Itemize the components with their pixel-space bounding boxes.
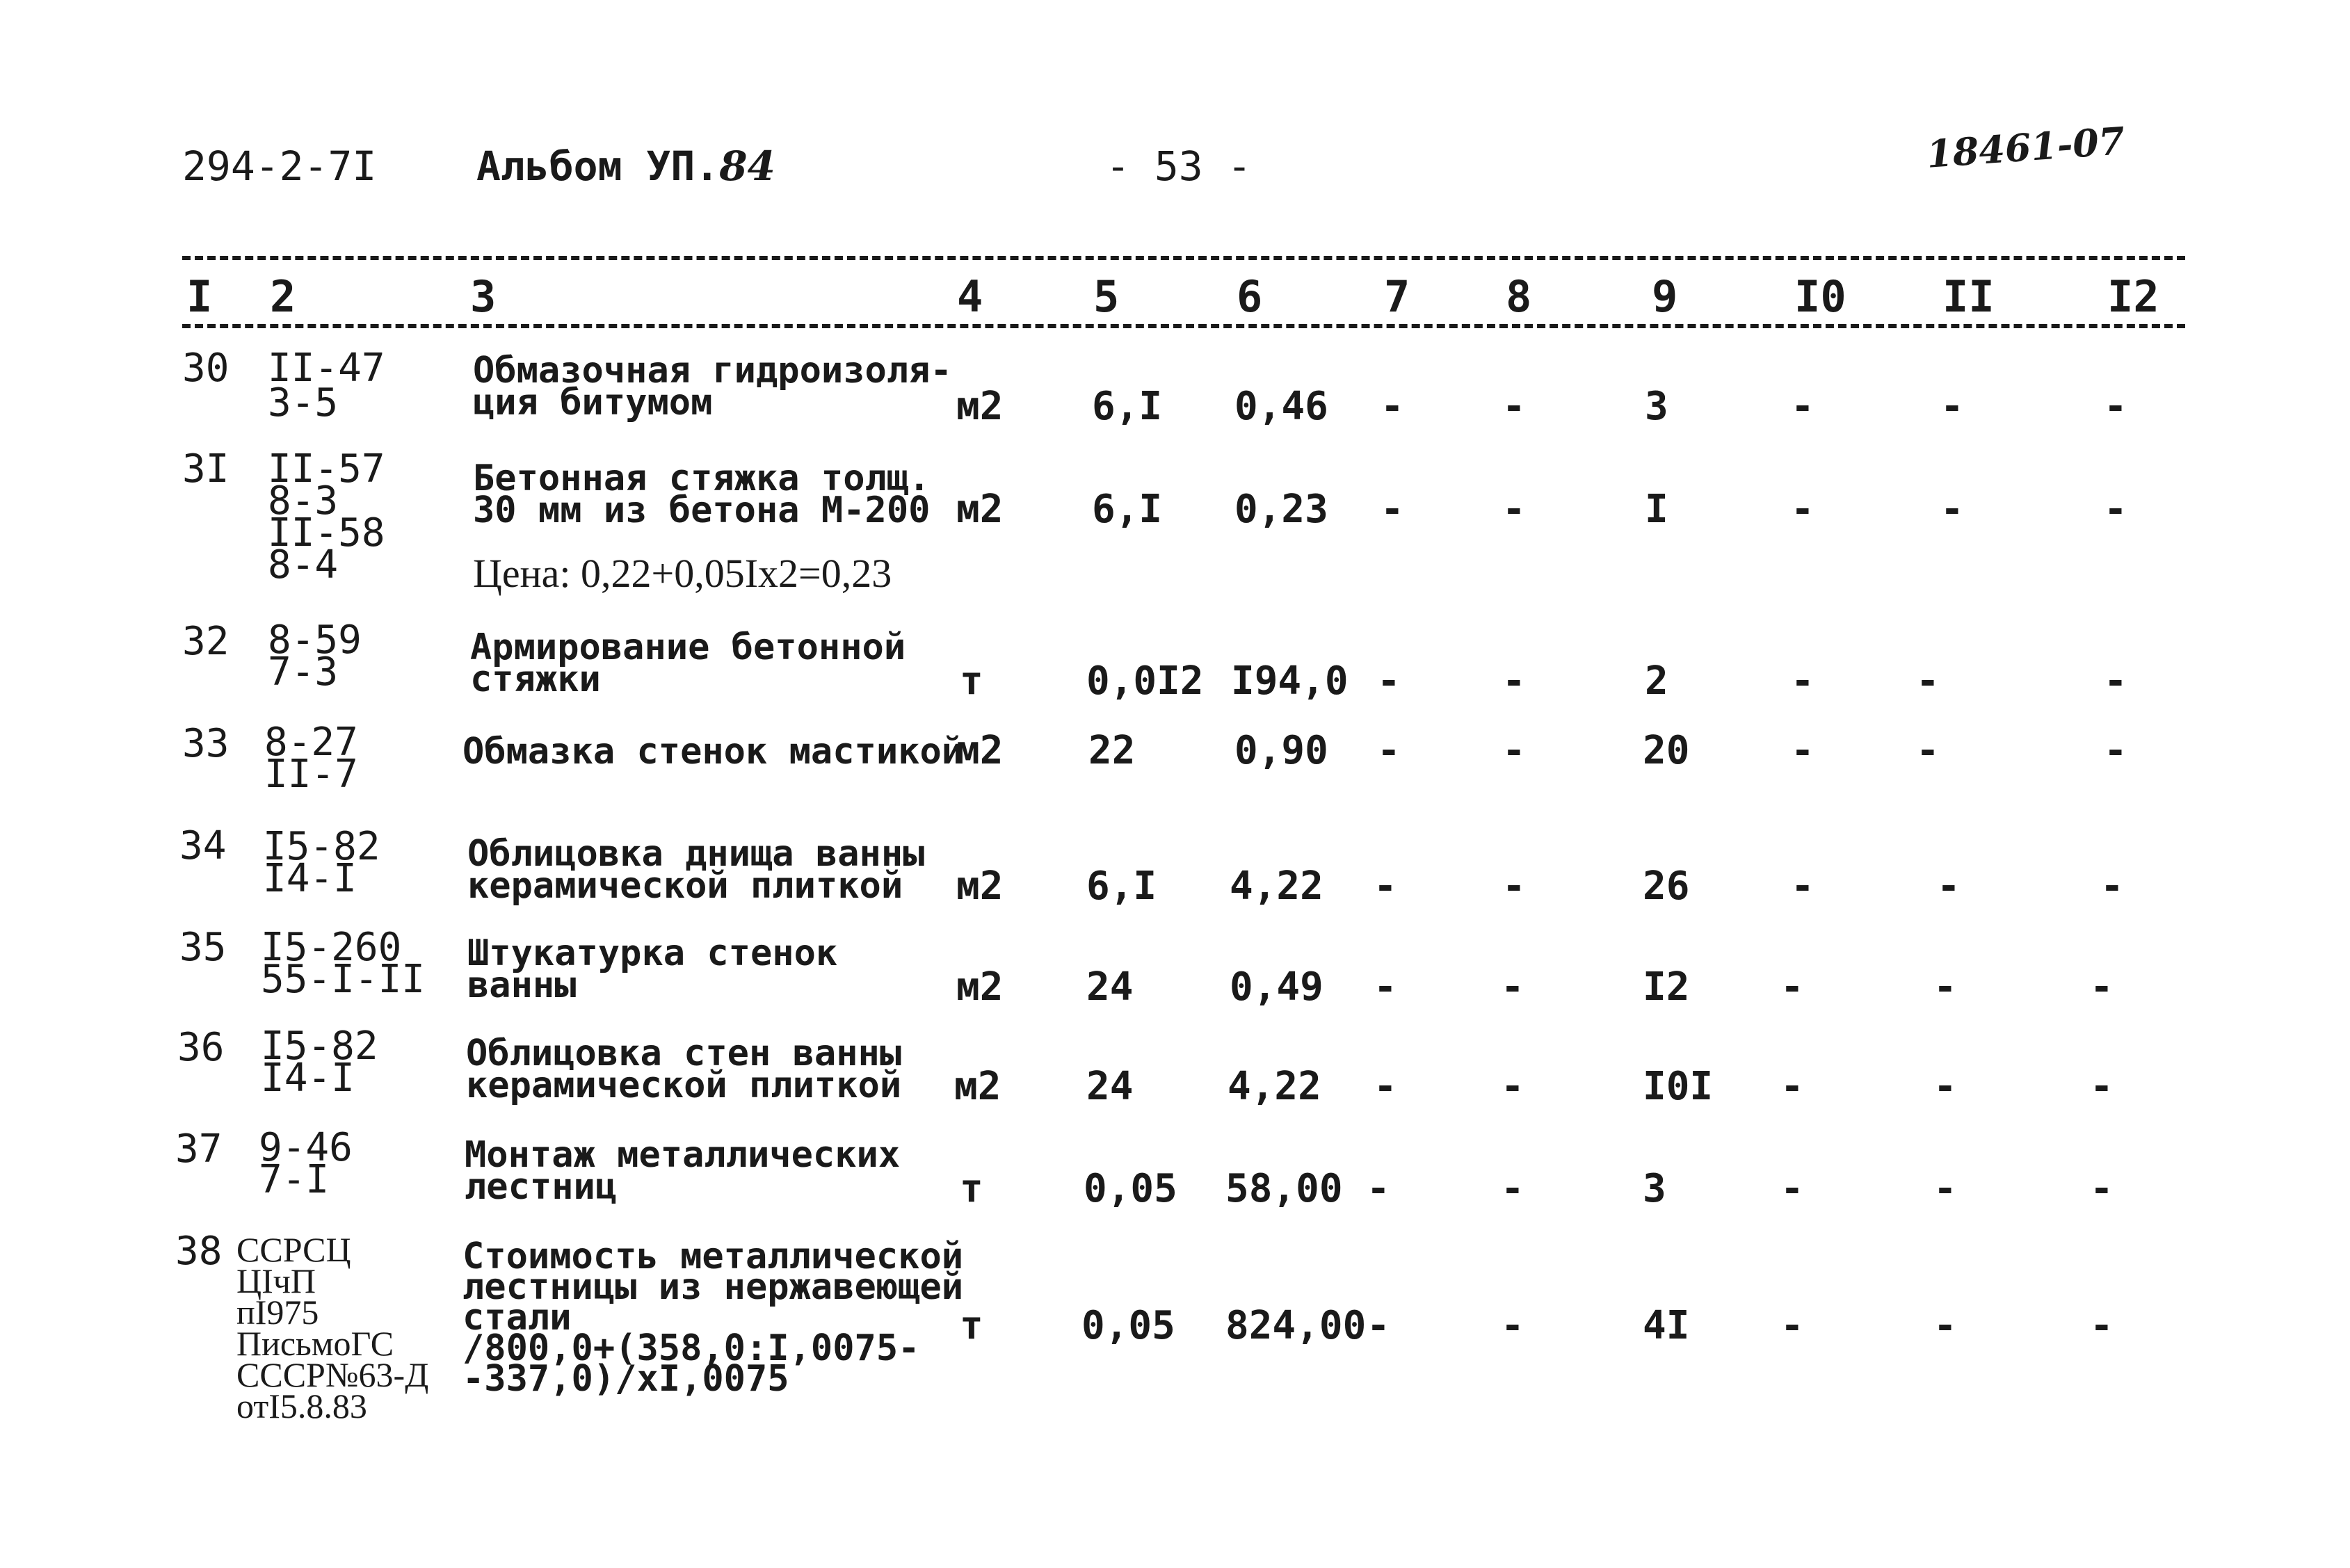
col8-value: - (1502, 487, 1526, 532)
col8-value: - (1501, 1064, 1524, 1109)
quantity: 0,0I2 (1086, 658, 1204, 704)
unit: м2 (956, 864, 1004, 909)
quantity: 0,05 (1081, 1303, 1175, 1348)
unit-price: 0,90 (1234, 728, 1328, 773)
col12-value: - (2104, 728, 2127, 773)
handwritten-stamp: 18461-07 (1925, 118, 2127, 177)
work-description: Обмазка стенок мастикой (462, 731, 964, 773)
col11-value: - (1940, 384, 1964, 429)
col10-value: - (1780, 1166, 1804, 1211)
col10-value: - (1791, 384, 1814, 429)
column-header-11: II (1942, 271, 1995, 322)
col12-value: - (2104, 487, 2127, 532)
column-header-4: 4 (957, 271, 983, 322)
col12-value: - (2104, 658, 2127, 704)
unit: м2 (956, 384, 1004, 429)
col7-value: - (1377, 728, 1401, 773)
price-note: Цена: 0,22+0,05Iх2=0,23 (473, 551, 892, 596)
col11-value: - (1933, 1303, 1957, 1348)
column-header-5: 5 (1093, 271, 1120, 322)
col8-value: - (1502, 384, 1526, 429)
work-description: Монтаж металлических лестниц (465, 1134, 901, 1208)
col10-value: - (1791, 658, 1814, 704)
unit-price: 4,22 (1228, 1064, 1321, 1109)
col12-value: - (2090, 1166, 2114, 1211)
quantity: 24 (1086, 964, 1134, 1010)
col11-value: - (1940, 487, 1964, 532)
col9-value: 3 (1643, 1166, 1666, 1211)
unit: т (960, 1303, 983, 1348)
col12-value: - (2104, 384, 2127, 429)
norm-code: 9-46 7-I (259, 1125, 353, 1202)
col12-value: - (2090, 964, 2114, 1010)
col9-value: 20 (1643, 728, 1690, 773)
unit-price: I94,0 (1231, 658, 1349, 704)
col11-value: - (1933, 1064, 1957, 1109)
column-header-10: I0 (1794, 271, 1846, 322)
norm-code: 8-59 7-3 (268, 617, 362, 695)
col9-value: I2 (1643, 964, 1690, 1010)
work-description: Обмазочная гидроизоля- ция битумом (473, 350, 952, 423)
col12-value: - (2100, 864, 2124, 909)
quantity: 24 (1086, 1064, 1134, 1109)
norm-code: 8-27 II-7 (264, 720, 358, 797)
col7-value: - (1374, 964, 1397, 1010)
col12-value: - (2090, 1064, 2114, 1109)
unit: т (960, 1166, 983, 1211)
unit-price: 58,00 (1225, 1166, 1343, 1211)
document-code: 294-2-7I (182, 143, 377, 190)
work-description: Облицовка днища ванны керамической плиткой (467, 833, 925, 907)
quantity: 6,I (1092, 384, 1163, 429)
col11-value: - (1916, 728, 1940, 773)
col10-value: - (1780, 964, 1804, 1010)
work-description: Бетонная стяжка толщ. 30 мм из бетона М-200 (473, 458, 931, 531)
quantity: 0,05 (1084, 1166, 1177, 1211)
col9-value: 4I (1643, 1303, 1690, 1348)
col8-value: - (1502, 728, 1526, 773)
norm-code: II-57 8-3 II-58 8-4 (268, 446, 385, 588)
column-header-12: I2 (2107, 271, 2159, 322)
col7-value: - (1374, 864, 1397, 909)
column-header-1: I (186, 271, 213, 322)
row-number: 30 (182, 346, 230, 391)
col12-value: - (2090, 1303, 2114, 1348)
row-number: 35 (179, 925, 227, 970)
col7-value: - (1367, 1303, 1390, 1348)
unit: м2 (956, 728, 1004, 773)
col9-value: 26 (1643, 864, 1690, 909)
column-header-7: 7 (1384, 271, 1410, 322)
work-description: Стоимость металлической лестницы из нержавеющей стали /800,0+(358,0:I,0075- -337,0)/хI,0075 (462, 1236, 964, 1400)
unit-price: 824,00 (1225, 1303, 1367, 1348)
unit-price: 4,22 (1230, 864, 1323, 909)
col11-value: - (1937, 864, 1961, 909)
album-title (476, 143, 775, 190)
col9-value: I (1645, 487, 1668, 532)
unit: м2 (956, 964, 1004, 1010)
col7-value: - (1374, 1064, 1397, 1109)
col11-value: - (1933, 1166, 1957, 1211)
norm-code: ССРСЦ ЦIчП пI975 ПисьмоГС СССР№63-Д отI5.8.83 (236, 1230, 429, 1425)
column-header-2: 2 (270, 271, 296, 322)
unit: м2 (956, 487, 1004, 532)
col8-value: - (1501, 1303, 1524, 1348)
col9-value: I0I (1643, 1064, 1714, 1109)
quantity: 22 (1088, 728, 1136, 773)
row-number: 33 (182, 721, 230, 766)
col10-value: - (1780, 1064, 1804, 1109)
col7-value: - (1367, 1166, 1390, 1211)
unit-price: 0,49 (1230, 964, 1323, 1010)
col8-value: - (1502, 864, 1526, 909)
quantity: 6,I (1086, 864, 1157, 909)
col10-value: - (1791, 728, 1814, 773)
row-number: 32 (182, 619, 230, 664)
col9-value: 3 (1645, 384, 1668, 429)
col10-value: - (1791, 487, 1814, 532)
col8-value: - (1501, 964, 1524, 1010)
unit-price: 0,23 (1234, 487, 1328, 532)
column-header-6: 6 (1237, 271, 1263, 322)
col7-value: - (1377, 658, 1401, 704)
work-description: Облицовка стен ванны керамической плиткой (466, 1033, 902, 1106)
norm-code: I5-82 I4-I (261, 1024, 378, 1101)
page-number: - 53 - (1106, 143, 1252, 190)
table-top-rule (182, 256, 2185, 260)
unit-price: 0,46 (1234, 384, 1328, 429)
column-header-8: 8 (1506, 271, 1532, 322)
column-header-3: 3 (470, 271, 497, 322)
col10-value: - (1791, 864, 1814, 909)
row-number: 34 (179, 823, 227, 868)
col11-value: - (1916, 658, 1940, 704)
col8-value: - (1501, 1166, 1524, 1211)
row-number: 36 (177, 1025, 225, 1070)
norm-code: II-47 3-5 (268, 346, 385, 426)
column-header-9: 9 (1652, 271, 1678, 322)
row-number: 37 (175, 1126, 223, 1172)
unit: м2 (954, 1064, 1001, 1109)
col11-value: - (1933, 964, 1957, 1010)
norm-code: I5-260 55-I-II (261, 925, 426, 1002)
col8-value: - (1502, 658, 1526, 704)
album-number-handwritten: 84 (719, 143, 775, 190)
col7-value: - (1381, 487, 1404, 532)
norm-code: I5-82 I4-I (263, 824, 380, 901)
album-label: Альбом УП. (476, 143, 720, 190)
col7-value: - (1381, 384, 1404, 429)
col10-value: - (1780, 1303, 1804, 1348)
quantity: 6,I (1092, 487, 1163, 532)
row-number: 38 (175, 1229, 223, 1274)
unit: т (960, 658, 983, 704)
work-description: Армирование бетонной стяжки (470, 627, 906, 700)
table-header-rule (182, 324, 2185, 328)
col9-value: 2 (1645, 658, 1668, 704)
row-number: 3I (182, 446, 230, 492)
work-description: Штукатурка стенок ванны (467, 932, 838, 1006)
